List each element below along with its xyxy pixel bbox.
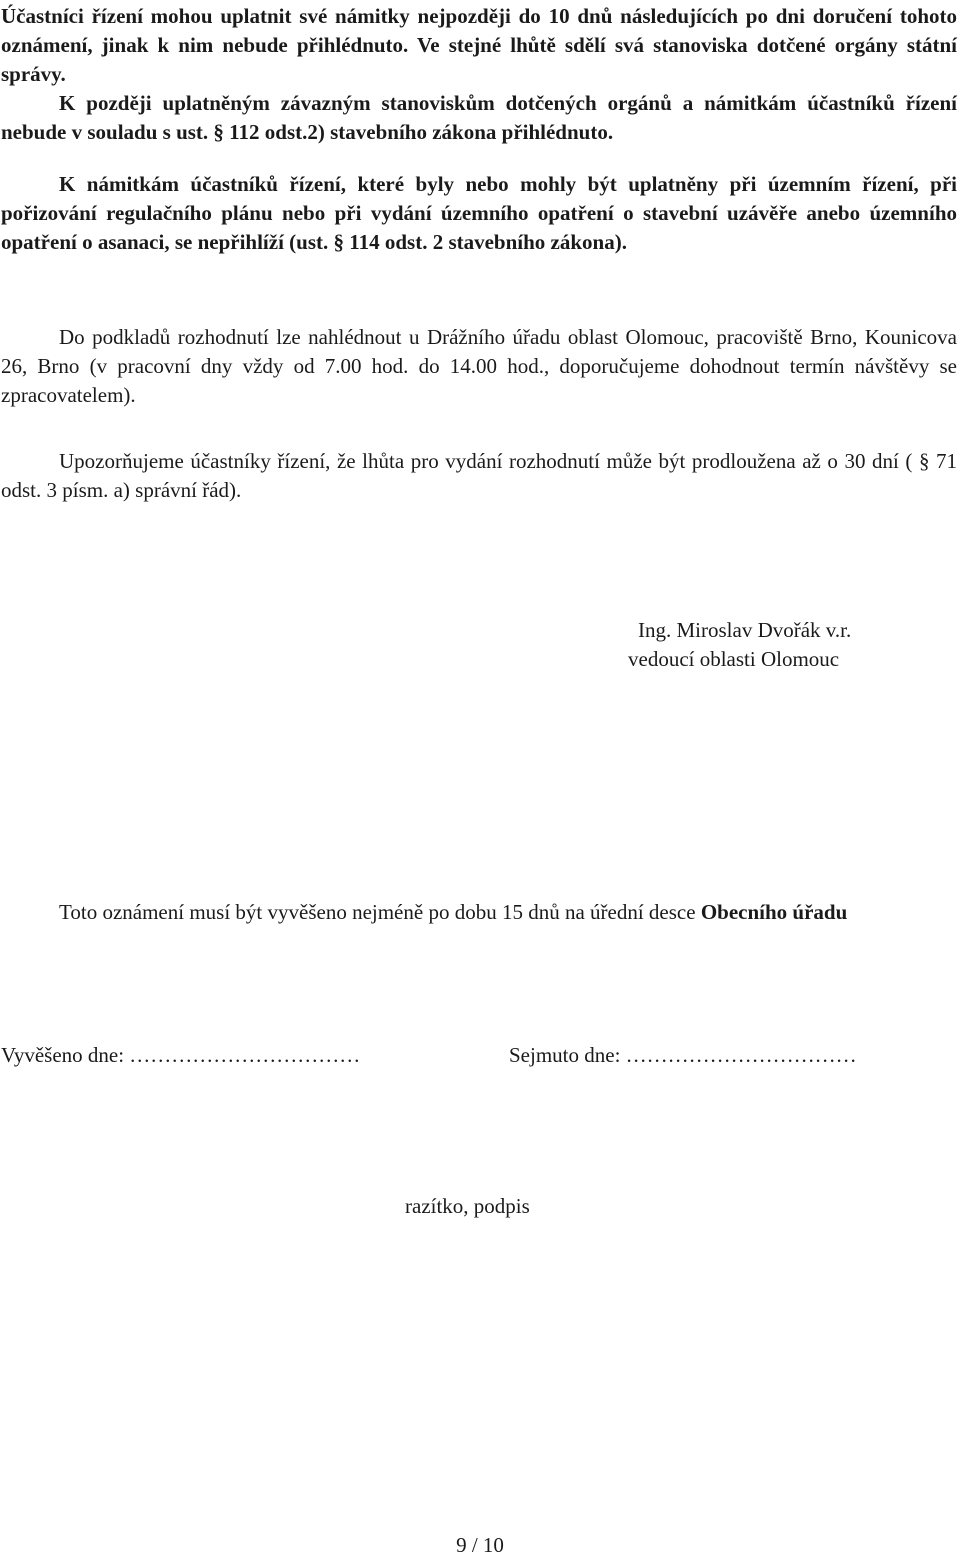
signature-block bbox=[628, 616, 948, 674]
posting-notice-paragraph bbox=[1, 898, 957, 927]
posted-date-field: Vyvěšeno dne: …………………………… bbox=[1, 1043, 361, 1067]
posting-office-name: Obecního úřadu bbox=[700, 900, 848, 924]
stamp-signature-label: razítko, podpis bbox=[405, 1194, 530, 1218]
page-number: 9 / 10 bbox=[456, 1533, 504, 1557]
objections-paragraph bbox=[1, 2, 957, 147]
deadline-extension-paragraph: Upozorňujeme účastníky řízení, že lhůta pro vydání rozhodnutí může být prodloužena až o 30 dní ( § 71 odst. 3 písm. a) správní řád). bbox=[1, 449, 957, 502]
posting-notice-text: Toto oznámení musí být vyvěšeno nejméně po dobu 15 dnů na úřední desce bbox=[59, 900, 701, 924]
objections-text: Účastníci řízení mohou uplatnit své námitky nejpozději do 10 dnů následujících po dni doručení tohoto oznámení, jinak k nim nebude přihlédnuto. Ve stejné lhůtě sdělí svá stanoviska dotčené orgány státní správy. bbox=[1, 4, 957, 86]
signatory-name: Ing. Miroslav Dvořák v.r. bbox=[638, 618, 852, 642]
late-objections-text: K později uplatněným závazným stanoviskům dotčených orgánů a námitkám účastníků řízení nebude v souladu s ust. § 112 odst.2) stavebního zákona přihlédnuto. bbox=[1, 91, 957, 144]
removed-date-field: Sejmuto dne: …………………………… bbox=[509, 1043, 857, 1067]
excluded-objections-paragraph: K námitkám účastníků řízení, které byly nebo mohly být uplatněny při územním řízení, při pořizování regulačního plánu nebo při vydání územního opatření o stavební uzávěře anebo územního opatření o asanaci, se nepřihlíží (ust. § 114 odst. 2 stavebního zákona). bbox=[1, 172, 957, 254]
documents-access-paragraph: Do podkladů rozhodnutí lze nahlédnout u Drážního úřadu oblast Olomouc, pracoviště Brno, Kounicova 26, Brno (v pracovní dny vždy od 7.00 hod. do 14.00 hod., doporučujeme dohodnout termín návštěvy se zpracovatelem). bbox=[1, 325, 957, 407]
signatory-title: vedoucí oblasti Olomouc bbox=[628, 647, 840, 671]
